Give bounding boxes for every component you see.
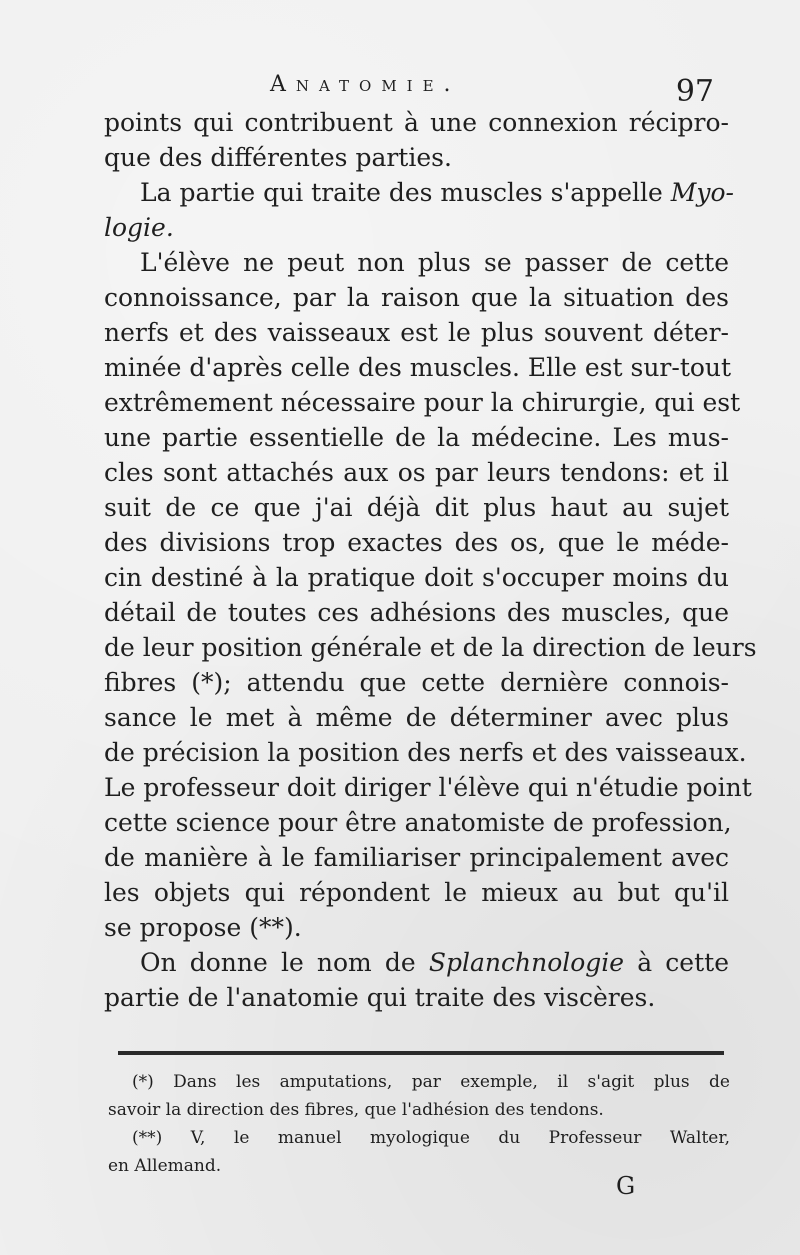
text-line xyxy=(104,175,734,210)
text-line: partie de l'anatomie qui traite des viscères. xyxy=(104,983,656,1012)
footnote-line: (**) V, le manuel myologique du Professeur Walter, xyxy=(132,1128,730,1148)
text-line: que des différentes parties. xyxy=(104,143,452,172)
text-line: points qui contribuent à une connexion récipro- xyxy=(104,108,729,137)
footnote-line: en Allemand. xyxy=(108,1156,222,1176)
footnotes xyxy=(108,1068,730,1180)
text-line: se propose (**). xyxy=(104,913,302,942)
signature-mark: G xyxy=(616,1172,636,1200)
main-text xyxy=(104,105,757,1015)
text-line: détail de toutes ces adhésions des muscles, que xyxy=(104,598,729,627)
text-line: nerfs et des vaisseaux est le plus souvent déter- xyxy=(104,318,729,347)
text-line: cette science pour être anatomiste de profession, xyxy=(104,808,732,837)
italic-term: Myo- xyxy=(670,178,734,207)
text-line: extrêmement nécessaire pour la chirurgie, qui est xyxy=(104,388,741,417)
running-head: Anatomie. xyxy=(270,72,461,97)
text-line: Le professeur doit diriger l'élève qui n'étudie point xyxy=(104,773,752,802)
text-line xyxy=(104,210,729,245)
text-line: de précision la position des nerfs et des vaisseaux. xyxy=(104,738,747,767)
footnote-divider xyxy=(118,1051,724,1055)
footnote-line: savoir la direction des fibres, que l'adhésion des tendons. xyxy=(108,1100,604,1120)
italic-term: Splanchnologie xyxy=(428,948,625,977)
text-line: L'élève ne peut non plus se passer de cette xyxy=(140,248,729,277)
text-run: à cette xyxy=(624,948,729,977)
text-line: minée d'après celle des muscles. Elle est sur-tout xyxy=(104,353,732,382)
text-run: On donne le nom de xyxy=(140,948,429,977)
text-line: des divisions trop exactes des os, que le méde- xyxy=(104,528,729,557)
text-line: fibres (*); attendu que cette dernière connois- xyxy=(104,668,729,697)
text-line: cin destiné à la pratique doit s'occuper moins du xyxy=(104,563,729,592)
text-line: de leur position générale et de la direction de leurs xyxy=(104,633,757,662)
page-number: 97 xyxy=(675,74,714,109)
text-line: sance le met à même de déterminer avec plus xyxy=(104,703,729,732)
text-line: cles sont attachés aux os par leurs tendons: et il xyxy=(104,458,729,487)
text-line: une partie essentielle de la médecine. Les mus- xyxy=(104,423,729,452)
text-line: connoissance, par la raison que la situation des xyxy=(104,283,729,312)
text-line: suit de ce que j'ai déjà dit plus haut au sujet xyxy=(104,493,729,522)
text-line xyxy=(104,945,729,980)
page-header xyxy=(0,70,800,110)
text-line: les objets qui répondent le mieux au but qu'il xyxy=(104,878,729,907)
footnote-line: (*) Dans les amputations, par exemple, il s'agit plus de xyxy=(132,1072,730,1092)
text-run: La partie qui traite des muscles s'appelle xyxy=(140,178,671,207)
italic-term: logie. xyxy=(104,213,174,242)
text-line: de manière à le familiariser principalement avec xyxy=(104,843,729,872)
